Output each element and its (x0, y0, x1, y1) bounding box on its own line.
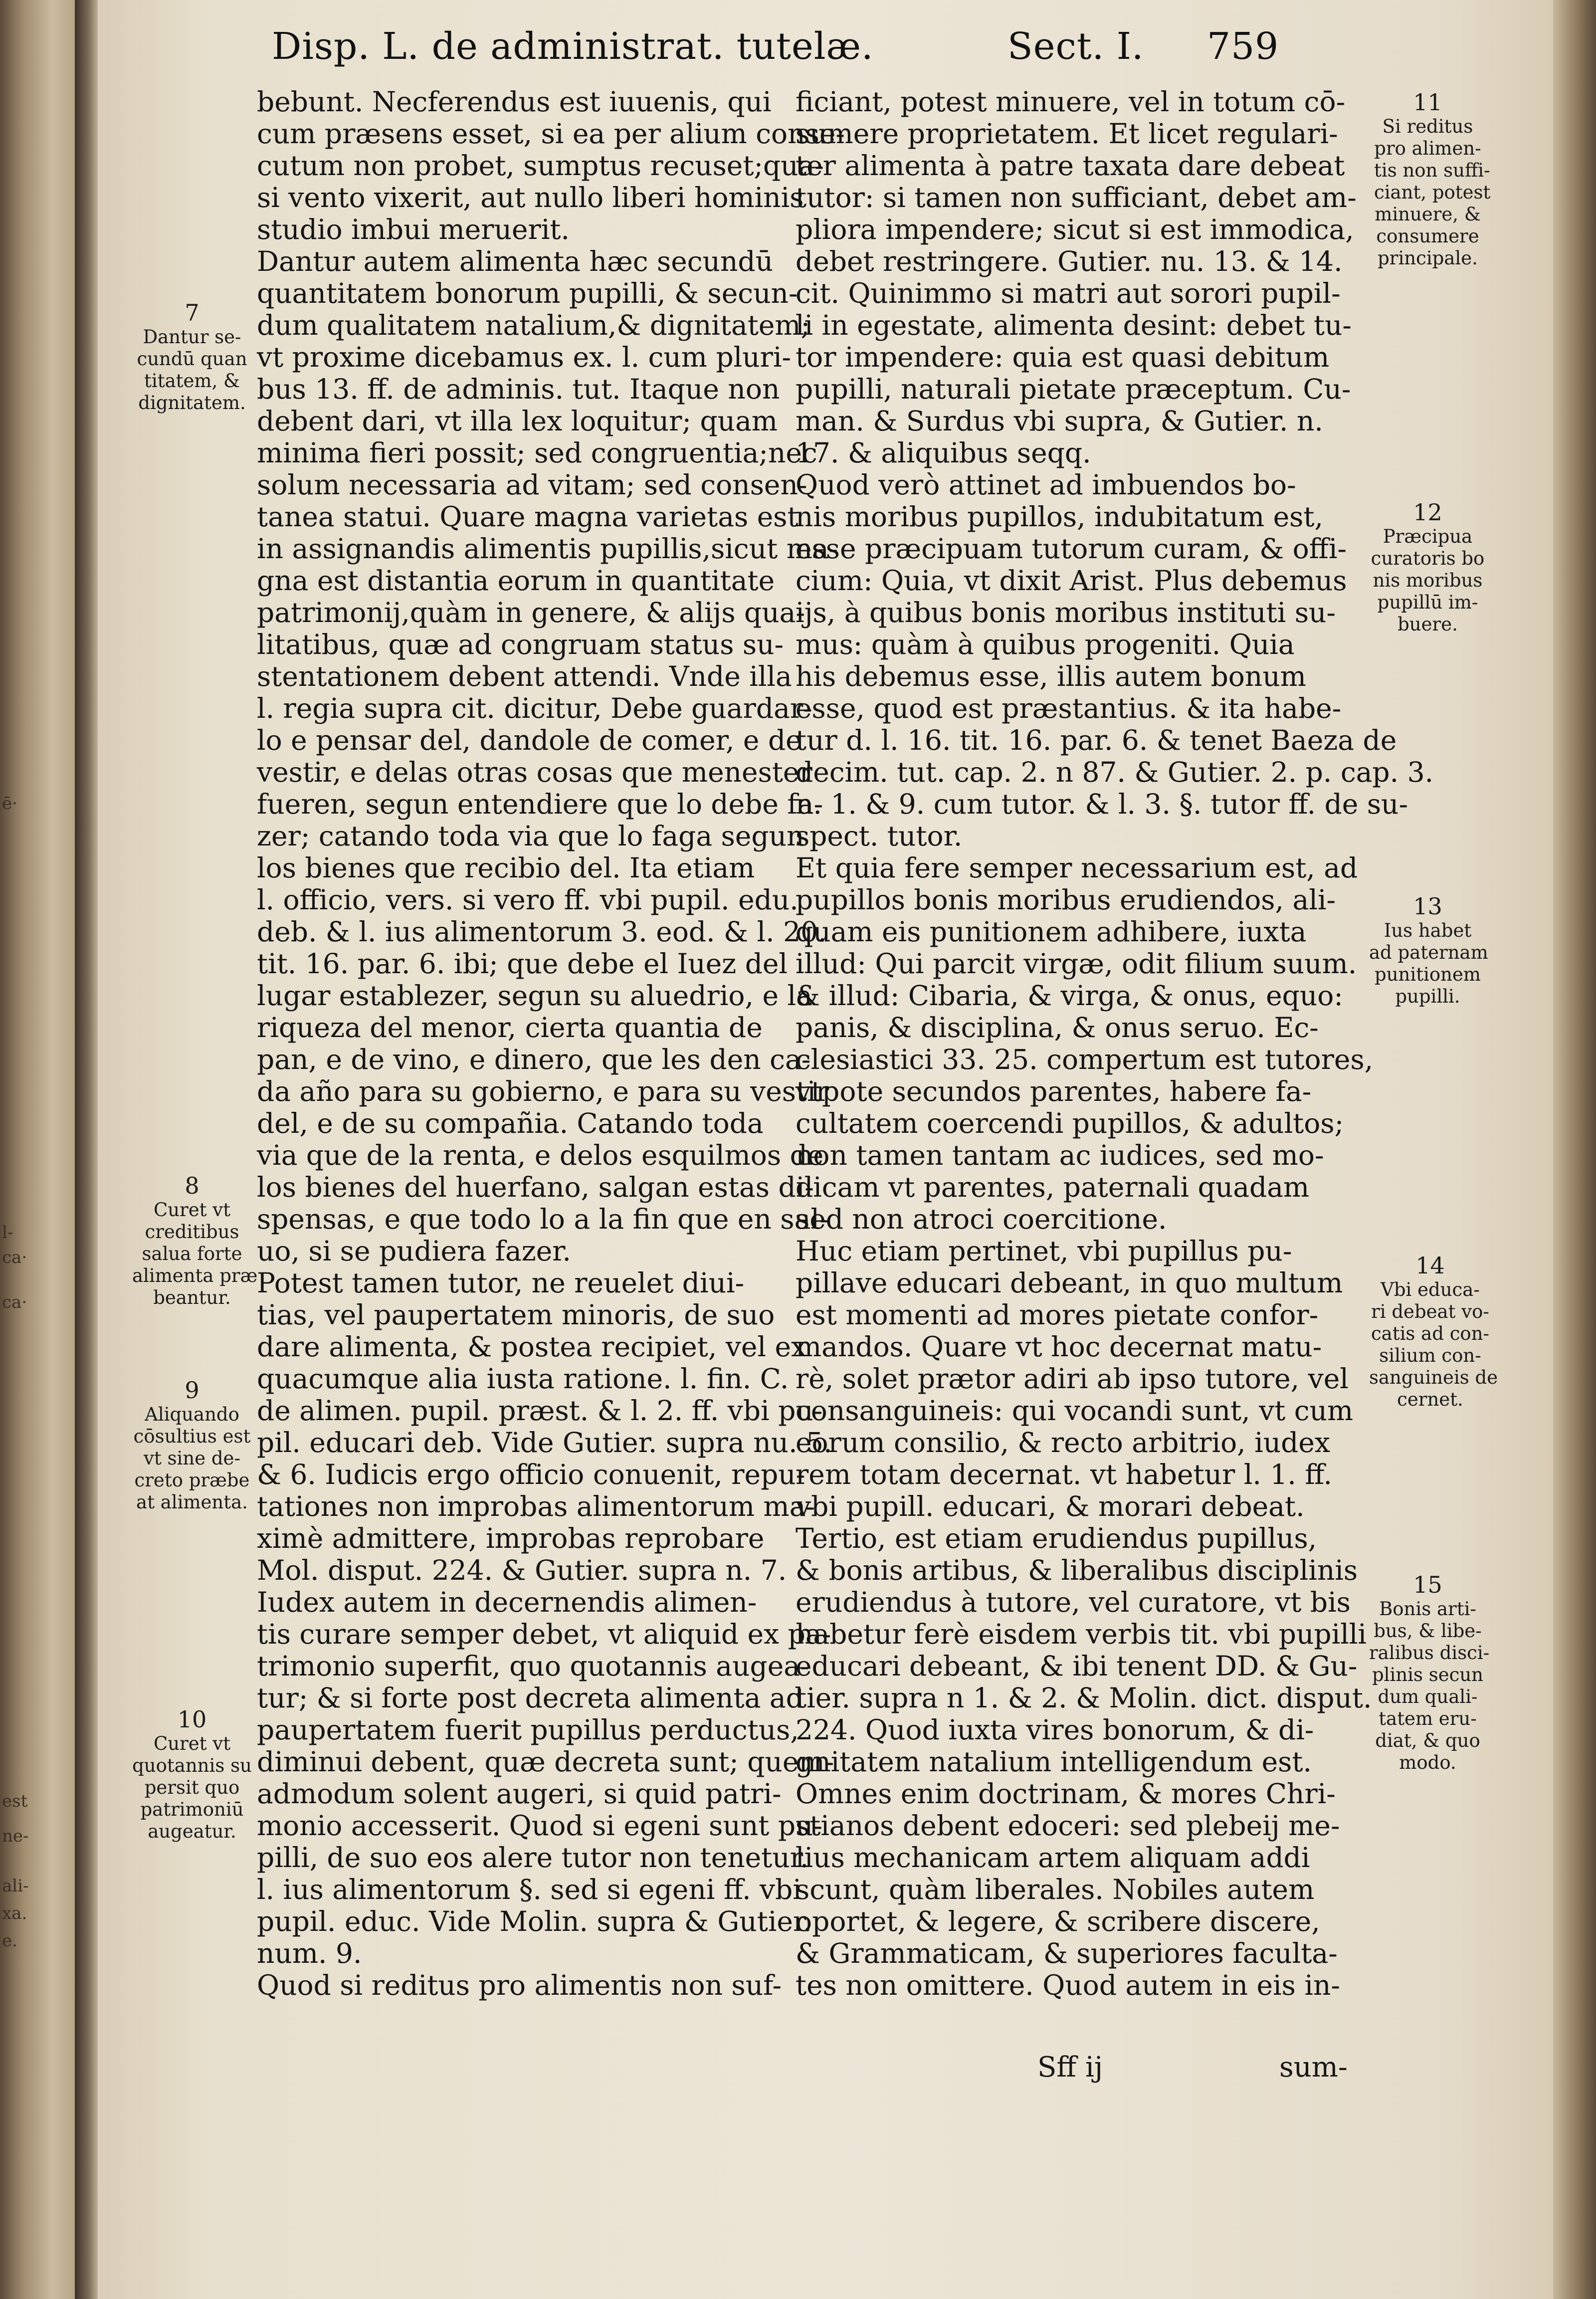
facing-page-fragment: est (2, 1791, 28, 1811)
facing-page-fragment: e. (2, 1931, 17, 1951)
text-line: zer; catando toda via que lo faga segun (257, 820, 804, 852)
text-line: sed non atroci coercitione. (796, 1203, 1167, 1235)
text-line: panis, & disciplina, & onus seruo. Ec- (796, 1012, 1319, 1044)
margin-note-line: tatem eru- (1379, 1708, 1477, 1729)
margin-note-line: salua forte (142, 1243, 242, 1264)
text-line: nis moribus pupillos, indubitatum est, (796, 501, 1323, 533)
text-line: pliora impendere; sicut si est immodica, (796, 213, 1354, 245)
text-line: cutum non probet, sumptus recuset;qua- (257, 150, 824, 182)
text-line: consanguineis: qui vocandi sunt, vt cum (796, 1395, 1354, 1427)
text-line: tis curare semper debet, vt aliquid ex pa- (257, 1618, 831, 1650)
text-line: litatibus, quæ ad congruam status su- (257, 628, 784, 660)
text-line: minima fieri possit; sed congruentia;nec (257, 437, 817, 469)
text-line: gna est distantia eorum in quantitate (257, 565, 775, 597)
facing-page-fragment: xa. (2, 1903, 27, 1923)
text-line: quam eis punitionem adhibere, iuxta (796, 916, 1307, 948)
text-line: tit. 16. par. 6. ibi; que debe el Iuez del (257, 948, 788, 980)
text-line: dicam vt parentes, paternali quadam (796, 1171, 1310, 1203)
text-line: tanea statui. Quare magna varietas est (257, 501, 798, 533)
text-line: Potest tamen tutor, ne reuelet diui- (257, 1267, 745, 1299)
text-line: sumere proprietatem. Et licet regulari- (796, 118, 1338, 150)
text-line: studio imbui meruerit. (257, 213, 570, 245)
text-line: dum qualitatem natalium,& dignitatem; (257, 309, 810, 341)
text-line: da año para su gobierno, e para su vestir (257, 1075, 829, 1107)
margin-note-line: tis non suffi- (1374, 160, 1490, 181)
margin-note-line: nis moribus (1373, 570, 1483, 591)
facing-page-fragment: ca· (2, 1248, 27, 1267)
text-line: esse præcipuam tutorum curam, & offi- (796, 533, 1347, 565)
margin-note-line: ad paternam (1369, 942, 1488, 963)
margin-note-line: bus, & libe- (1374, 1620, 1482, 1642)
margin-note-line: catis ad con- (1371, 1323, 1490, 1344)
text-line: tationes non improbas alimentorum ma- (257, 1490, 815, 1522)
text-line: pupil. educ. Vide Molin. supra & Gutier. (257, 1905, 812, 1937)
text-line: oportet, & legere, & scribere discere, (796, 1905, 1320, 1937)
text-line: gnitatem natalium intelligendum est. (796, 1746, 1312, 1778)
facing-page-fragment: l- (2, 1223, 13, 1243)
text-line: tur; & si forte post decreta alimenta ad (257, 1682, 803, 1714)
text-line: educari debeant, & ibi tenent DD. & Gu- (796, 1650, 1358, 1682)
text-line: scunt, quàm liberales. Nobiles autem (796, 1874, 1315, 1905)
text-line: esse, quod est præstantius. & ita habe- (796, 692, 1342, 724)
text-line: lugar establezer, segun su aluedrio, e la (257, 980, 812, 1012)
margin-note-line: dum quali- (1378, 1686, 1478, 1707)
margin-note-line: at alimenta. (136, 1491, 248, 1513)
margin-note-line: curatoris bo (1371, 548, 1485, 569)
margin-note-line: minuere, & (1375, 204, 1481, 225)
margin-note-number: 8 (185, 1172, 200, 1199)
margin-note-line: Curet vt (153, 1733, 231, 1754)
book-gutter (75, 0, 100, 2299)
margin-note-line: quotannis su (132, 1755, 252, 1776)
text-line: pan, e de vino, e dinero, que les den ca- (257, 1044, 811, 1075)
facing-page-fragment: ca· (2, 1292, 27, 1312)
text-line: lo e pensar del, dandole de comer, e de (257, 724, 802, 756)
text-line: via que de la renta, e delos esquilmos de (257, 1139, 824, 1171)
margin-note-number: 14 (1415, 1252, 1445, 1279)
margin-note-line: Vbi educa- (1381, 1279, 1480, 1300)
text-line: rè, solet prætor adiri ab ipso tutore, vel (796, 1363, 1349, 1395)
text-line: l. regia supra cit. dicitur, Debe guardar- (257, 692, 812, 724)
signature-mark: Sff ij (1037, 2051, 1103, 2084)
text-line: Tertio, est etiam erudiendus pupillus, (796, 1522, 1317, 1554)
text-line: pil. educari deb. Vide Gutier. supra nu. 5. (257, 1427, 832, 1459)
margin-note-number: 12 (1413, 499, 1442, 526)
text-line: los bienes que recibio del. Ita etiam (257, 852, 755, 884)
text-line: illud: Qui parcit virgæ, odit filium suum. (796, 948, 1357, 980)
text-line: quantitatem bonorum pupilli, & secun- (257, 277, 798, 309)
text-line: Dantur autem alimenta hæc secundū (257, 245, 774, 277)
facing-page-fragment: ne- (2, 1826, 29, 1846)
text-line: spect. tutor. (796, 820, 963, 852)
facing-page-fragment: ali- (2, 1876, 29, 1896)
text-line: 17. & aliquibus seqq. (796, 437, 1091, 469)
text-line: tier. supra n 1. & 2. & Molin. dict. disput. (796, 1682, 1372, 1714)
text-line: bus 13. ff. de adminis. tut. Itaque non (257, 373, 780, 405)
margin-note-line: Dantur se- (143, 326, 241, 348)
text-line: eorum consilio, & recto arbitrio, iudex (796, 1427, 1330, 1459)
text-line: tur d. l. 16. tit. 16. par. 6. & tenet Baeza de (796, 724, 1397, 756)
text-line: 224. Quod iuxta vires bonorum, & di- (796, 1714, 1314, 1746)
margin-note-right (1369, 1252, 1498, 1411)
margin-note-line: Si reditus (1382, 116, 1473, 137)
text-line: pupilli, naturali pietate præceptum. Cu- (796, 373, 1351, 405)
facing-page-edge (0, 0, 75, 2299)
text-line: rem totam decernat. vt habetur l. 1. ff. (796, 1459, 1332, 1490)
margin-note-number: 9 (185, 1377, 200, 1404)
catchword: sum- (1279, 2051, 1348, 2084)
margin-note-right (1369, 499, 1486, 635)
text-line: tor impendere: quia est quasi debitum (796, 341, 1330, 373)
text-line: deb. & l. ius alimentorum 3. eod. & l. 20. (257, 916, 827, 948)
text-line: erudiendus à tutore, vel curatore, vt bis (796, 1586, 1351, 1618)
margin-note-line: Aliquando (145, 1404, 239, 1425)
text-line: mus: quàm à quibus progeniti. Quia (796, 628, 1295, 660)
margin-note-line: silium con- (1379, 1345, 1481, 1366)
text-line: paupertatem fuerit pupillus perductus, (257, 1714, 799, 1746)
margin-note-line: beantur. (153, 1287, 231, 1308)
text-line: uo, si se pudiera fazer. (257, 1235, 572, 1267)
margin-note-line: Curet vt (153, 1199, 231, 1221)
text-line: quacumque alia iusta ratione. l. fin. C. (257, 1363, 789, 1395)
margin-note-line: pupillū im- (1377, 592, 1478, 613)
text-line: mandos. Quare vt hoc decernat matu- (796, 1331, 1322, 1363)
margin-note-line: dignitatem. (138, 392, 246, 414)
text-line: cium: Quia, vt dixit Arist. Plus debemus (796, 565, 1347, 597)
text-line: admodum solent augeri, si quid patri- (257, 1778, 782, 1810)
text-line: his debemus esse, illis autem bonum (796, 660, 1306, 692)
text-line: man. & Surdus vbi supra, & Gutier. n. (796, 405, 1323, 437)
text-line: vestir, e delas otras cosas que menester (257, 756, 812, 788)
text-line: Quod si reditus pro alimentis non suf- (257, 1969, 782, 2001)
text-line: Huc etiam pertinet, vbi pupillus pu- (796, 1235, 1292, 1267)
margin-note-number: 11 (1413, 89, 1442, 116)
left-text-column (257, 86, 845, 2001)
text-line: debet restringere. Gutier. nu. 13. & 14. (796, 245, 1343, 277)
text-line: tias, vel paupertatem minoris, de suo (257, 1299, 775, 1331)
text-line: ter alimenta à patre taxata dare debeat (796, 150, 1345, 182)
text-line: trimonio superfit, quo quotannis augea- (257, 1650, 809, 1682)
text-line: Et quia fere semper necessarium est, ad (796, 852, 1358, 884)
text-line: pupillos bonis moribus erudiendos, ali- (796, 884, 1336, 916)
margin-note-line: ciant, potest (1374, 182, 1491, 203)
text-line: del, e de su compañia. Catando toda (257, 1107, 764, 1139)
text-line: l. officio, vers. si vero ff. vbi pupil. edu. (257, 884, 798, 916)
margin-note-line: plinis secun (1372, 1664, 1484, 1685)
margin-note-line: ri debeat vo- (1371, 1301, 1489, 1322)
text-line: monio accesserit. Quod si egeni sunt pu- (257, 1810, 823, 1842)
margin-note-number: 7 (185, 299, 200, 326)
text-line: de alimen. pupil. præst. & l. 2. ff. vbi pu- (257, 1395, 823, 1427)
text-line: tutor: si tamen non sufficiant, debet am- (796, 182, 1357, 213)
text-line: spensas, e que todo lo a la fin que en sal- (257, 1203, 829, 1235)
text-line: Iudex autem in decernendis alimen- (257, 1586, 757, 1618)
text-line: cit. Quinimmo si matri aut sorori pupil- (796, 277, 1341, 309)
margin-note-line: cernet. (1397, 1389, 1463, 1410)
text-line: in assignandis alimentis pupillis,sicut ma- (257, 533, 838, 565)
text-line: li in egestate, alimenta desint: debet tu- (796, 309, 1352, 341)
text-line: habetur ferè eisdem verbis tit. vbi pupilli (796, 1618, 1367, 1650)
page-number: 759 (1207, 25, 1279, 68)
text-line: ximè admittere, improbas reprobare (257, 1522, 765, 1554)
margin-note-line: creditibus (145, 1221, 239, 1243)
margin-note-line: titatem, & (144, 370, 240, 392)
text-line: debent dari, vt illa lex loquitur; quam (257, 405, 778, 437)
margin-note-left (135, 299, 249, 414)
text-line: num. 9. (257, 1937, 362, 1969)
text-line: cum præsens esset, si ea per alium conse- (257, 118, 845, 150)
page-fore-edge (1553, 0, 1596, 2299)
margin-note-line: punitionem (1375, 964, 1481, 985)
text-line: stentationem debent attendi. Vnde illa (257, 660, 792, 692)
margin-note-line: modo. (1399, 1752, 1456, 1773)
text-line: solum necessaria ad vitam; sed consen- (257, 469, 807, 501)
margin-note-right (1369, 893, 1486, 1008)
text-line: pillave educari debeant, in quo multum (796, 1267, 1343, 1299)
text-line: Omnes enim doctrinam, & mores Chri- (796, 1778, 1336, 1810)
text-line: patrimonij,quàm in genere, & alijs qua- (257, 597, 805, 628)
text-line: & illud: Cibaria, & virga, & onus, equo: (796, 980, 1343, 1012)
margin-note-left (132, 1377, 252, 1513)
text-line: riqueza del menor, cierta quantia de (257, 1012, 763, 1044)
margin-note-line: Præcipua (1383, 526, 1473, 547)
running-head-title: Disp. L. de administrat. tutelæ. (272, 25, 874, 68)
text-line: & bonis artibus, & liberalibus disciplinis (796, 1554, 1358, 1586)
margin-note-line: sanguineis de (1369, 1367, 1498, 1388)
margin-note-left (132, 1172, 258, 1309)
margin-note-line: buere. (1397, 614, 1458, 635)
text-line: clesiastici 33. 25. compertum est tutores, (796, 1044, 1374, 1075)
text-line: cultatem coercendi pupillos, & adultos; (796, 1107, 1344, 1139)
margin-note-line: cundū quan (137, 348, 247, 370)
margin-note-line: creto præbe (134, 1469, 250, 1491)
text-line: bebunt. Necferendus est iuuenis, qui (257, 86, 772, 118)
margin-note-number: 13 (1413, 893, 1442, 920)
margin-note-line: pro alimen- (1374, 138, 1481, 159)
margin-note-line: ralibus disci- (1369, 1642, 1490, 1664)
margin-note-line: Ius habet (1384, 920, 1472, 941)
margin-note-line: Bonis arti- (1379, 1598, 1476, 1620)
text-line: n. 1. & 9. cum tutor. & l. 3. §. tutor ff. de su- (796, 788, 1408, 820)
text-line: dare alimenta, & postea recipiet, vel ex (257, 1331, 807, 1363)
margin-note-left (132, 1706, 252, 1843)
text-line: diminui debent, quæ decreta sunt; quem- (257, 1746, 834, 1778)
text-line: tes non omittere. Quod autem in eis in- (796, 1969, 1340, 2001)
text-line: ijs, à quibus bonis moribus instituti su- (796, 597, 1336, 628)
margin-note-right (1374, 89, 1491, 269)
text-line: stianos debent edoceri: sed plebeij me- (796, 1810, 1340, 1842)
margin-note-line: augeatur. (148, 1821, 236, 1842)
text-line: & 6. Iudicis ergo officio conuenit, repu- (257, 1459, 805, 1490)
text-line: decim. tut. cap. 2. n 87. & Gutier. 2. p. cap. 3. (796, 756, 1434, 788)
text-line: vbi pupill. educari, & morari debeat. (796, 1490, 1305, 1522)
margin-note-number: 10 (177, 1706, 207, 1733)
margin-note-line: patrimoniū (140, 1799, 244, 1820)
margin-note-line: persit quo (144, 1777, 240, 1798)
running-head-section: Sect. I. (1007, 25, 1144, 68)
text-line: ficiant, potest minuere, vel in totum cō- (796, 86, 1346, 118)
text-line: los bienes del huerfano, salgan estas di- (257, 1171, 814, 1203)
text-line: Mol. disput. 224. & Gutier. supra n. 7. (257, 1554, 787, 1586)
margin-note-line: alimenta præ (132, 1265, 258, 1286)
margin-note-line: diat, & quo (1375, 1730, 1480, 1751)
text-line: & Grammaticam, & superiores faculta- (796, 1937, 1338, 1969)
text-line: lius mechanicam artem aliquam addi (796, 1842, 1310, 1874)
margin-note-number: 15 (1413, 1571, 1442, 1598)
text-line: Quod verò attinet ad imbuendos bo- (796, 469, 1296, 501)
margin-note-line: vt sine de- (144, 1448, 240, 1469)
facing-page-fragment: ē· (2, 794, 17, 814)
margin-note-line: pupilli. (1395, 986, 1460, 1007)
text-line: vt proxime dicebamus ex. l. cum pluri- (257, 341, 792, 373)
text-line: fueren, segun entendiere que lo debe fa- (257, 788, 823, 820)
margin-note-line: cōsultius est (133, 1426, 251, 1447)
text-line: est momenti ad mores pietate confor- (796, 1299, 1319, 1331)
text-line: l. ius alimentorum §. sed si egeni ff. vbi (257, 1874, 801, 1905)
margin-note-line: principale. (1378, 247, 1478, 269)
text-line: vtpote secundos parentes, habere fa- (796, 1075, 1312, 1107)
text-line: non tamen tantam ac iudices, sed mo- (796, 1139, 1324, 1171)
margin-note-right (1369, 1571, 1490, 1774)
text-line: si vento vixerit, aut nullo liberi hominis (257, 182, 804, 213)
text-line: pilli, de suo eos alere tutor non tenetur. (257, 1842, 809, 1874)
margin-note-line: consumere (1376, 225, 1479, 247)
